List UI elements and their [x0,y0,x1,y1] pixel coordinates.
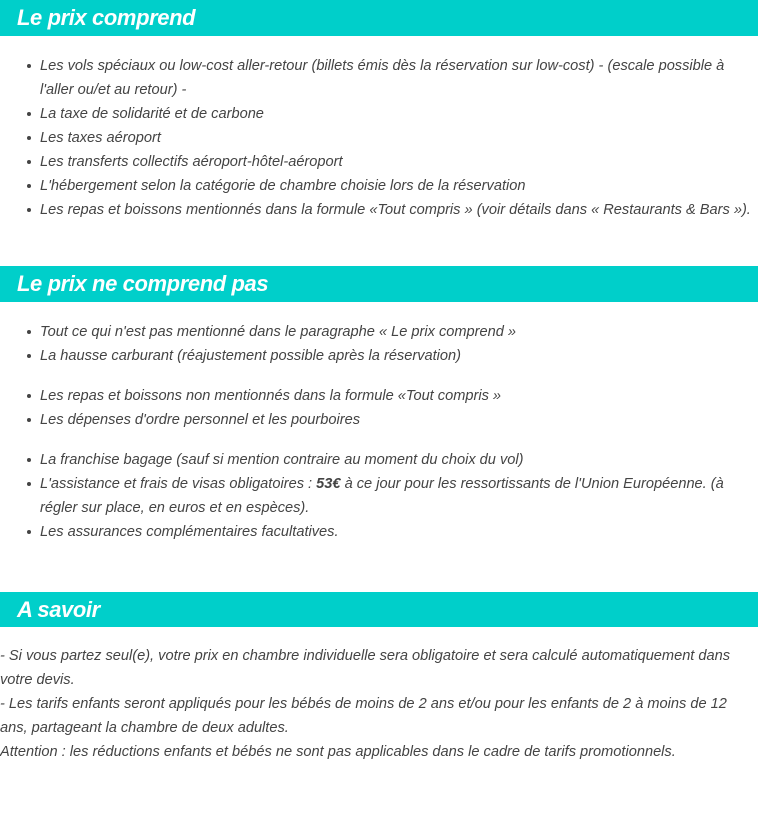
section-title: Le prix ne comprend pas [17,271,269,296]
spacer [0,302,758,320]
a-savoir-body [0,644,758,764]
visa-amount: 53€ [316,476,341,492]
list-item: Les repas et boissons non mentionnés dans la formule «Tout compris » [0,384,758,408]
spacer [0,36,758,54]
spacer [0,222,758,266]
list-item: L'hébergement selon la catégorie de chambre choisie lors de la réservation [0,174,758,198]
included-list [0,54,758,222]
list-item: Les repas et boissons mentionnés dans la formule «Tout compris » (voir détails dans « Restaurants & Bars »). [0,198,758,222]
visa-suffix-text: à ce jour pour les ressortissants de l'Union Européenne. (à régler sur place, en euros et en espèces). [40,476,724,516]
excluded-list-group-3 [0,448,758,544]
list-item: Les dépenses d'ordre personnel et les pourboires [0,408,758,432]
spacer [0,368,758,384]
excluded-list-group-1 [0,320,758,368]
list-item: La franchise bagage (sauf si mention contraire au moment du choix du vol) [0,448,758,472]
section-header-le-prix-ne-comprend-pas [0,266,758,302]
list-item-visa [0,472,758,520]
list-item: La taxe de solidarité et de carbone [0,102,758,126]
section-header-a-savoir [0,592,758,627]
paragraph: - Les tarifs enfants seront appliqués pour les bébés de moins de 2 ans et/ou pour les enfants de 2 à moins de 12 ans, partageant la chambre de deux adultes. [0,696,727,736]
spacer [0,432,758,448]
section-header-le-prix-comprend [0,0,758,36]
list-item: Les vols spéciaux ou low-cost aller-retour (billets émis dès la réservation sur low-cost) - (escale possible à l'aller ou/et au retour) - [0,54,758,102]
paragraph: Attention : les réductions enfants et bébés ne sont pas applicables dans le cadre de tarifs promotionnels. [0,744,676,760]
list-item: Les taxes aéroport [0,126,758,150]
visa-prefix-text: L'assistance et frais de visas obligatoires : [40,476,317,492]
list-item: Les transferts collectifs aéroport-hôtel-aéroport [0,150,758,174]
spacer [0,544,758,592]
section-title: A savoir [17,596,100,622]
spacer [0,627,758,644]
list-item: Tout ce qui n'est pas mentionné dans le paragraphe « Le prix comprend » [0,320,758,344]
list-item: La hausse carburant (réajustement possible après la réservation) [0,344,758,368]
excluded-list-group-2 [0,384,758,432]
list-item: Les assurances complémentaires facultatives. [0,520,758,544]
paragraph: - Si vous partez seul(e), votre prix en chambre individuelle sera obligatoire et sera calculé automatiquement dans votre devis. [0,648,731,688]
section-title: Le prix comprend [17,5,196,30]
